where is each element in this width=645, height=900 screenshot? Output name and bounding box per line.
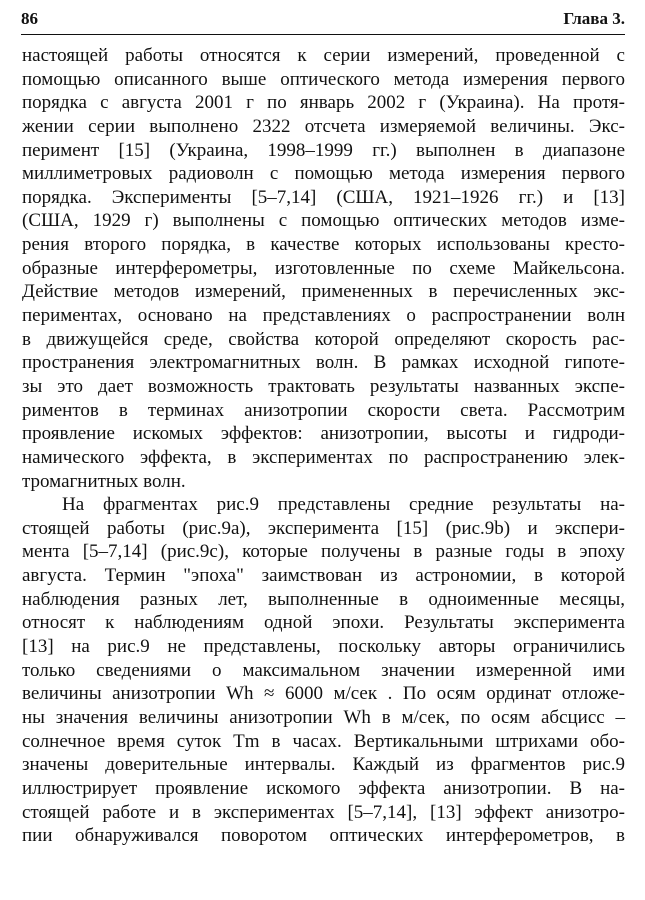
text-line: зы это дает возможность трактовать результаты названных экспе- [22,375,625,397]
text-line: наблюдения разных лет, выполненные в одноименные месяцы, [22,588,625,610]
body-text [22,44,625,848]
text-line: жении серии выполнено 2322 отсчета измеряемой величины. Экс- [22,115,625,137]
text-line: На фрагментах рис.9 представлены средние результаты на- [62,494,625,516]
text-line: ны значения величины анизотропии Wh в м/сек, по осям абсцисс – [22,706,625,728]
text-line: настоящей работы относятся к серии измерений, проведенной с [22,45,625,66]
text-line: значены доверительные интервалы. Каждый из фрагментов рис.9 [22,754,625,776]
text-line: относят к наблюдениям одной эпохи. Результаты эксперимента [22,612,625,634]
text-line: величины анизотропии Wh ≈ 6000 м/сек . По осям ординат отложе- [22,683,625,705]
text-line: периментах, основано на представлениях о распространении волн [22,305,625,327]
text-line: солнечное время суток Tm в часах. Вертикальными штрихами обо- [22,730,625,752]
header-rule [21,34,625,35]
text-line: Действие методов измерений, примененных в перечисленных экс- [22,281,625,303]
text-line: помощью описанного выше оптического метода измерения первого [22,68,625,90]
text-line: порядка. Эксперименты [5–7,14] (США, 1921–1926 гг.) и [13] [22,186,625,208]
running-header [21,9,625,33]
text-line: проявление искомых эффектов: анизотропии, высоты и гидроди- [22,423,625,445]
text-line: августа. Термин "эпоха" заимствован из астрономии, в которой [22,565,625,587]
text-line: иллюстрирует проявление искомого эффекта анизотропии. В на- [22,777,625,799]
text-line: рения второго порядка, в качестве которых использованы кресто- [22,234,625,256]
text-line: образные интерферометры, изготовленные по схеме Майкельсона. [22,257,625,279]
text-line: риментов в терминах анизотропии скорости света. Рассмотрим [22,399,625,421]
text-line: стоящей работе и в экспериментах [5–7,14], [13] эффект анизотро- [22,801,625,823]
text-line: перимент [15] (Украина, 1998–1999 гг.) выполнен в диапазоне [22,139,625,161]
page-number: 86 [21,9,38,28]
text-line: намического эффекта, в экспериментах по распространению элек- [22,446,625,468]
text-line: пии обнаруживался поворотом оптических интерферометров, в [22,825,625,847]
text-line: [13] на рис.9 не представлены, поскольку авторы ограничились [22,636,625,658]
text-line: тромагнитных волн. [22,470,186,492]
text-line: только сведениями о максимальном значении измеренной ими [22,659,625,681]
text-line: мента [5–7,14] (рис.9с), которые получены в разные годы в эпоху [22,541,625,563]
text-line: стоящей работы (рис.9а), эксперимента [15] (рис.9b) и экспери- [22,517,625,539]
text-line: пространения электромагнитных волн. В рамках исходной гипоте- [22,352,625,374]
text-line: порядка с августа 2001 г по январь 2002 г (Украина). На протя- [22,92,625,114]
text-line: миллиметровых радиоволн с помощью метода измерения первого [22,163,625,185]
chapter-title: Глава 3. [563,9,625,28]
text-line: в движущейся среде, свойства которой определяют скорость рас- [22,328,625,350]
text-line: (США, 1929 г) выполнены с помощью оптических методов изме- [22,210,625,232]
